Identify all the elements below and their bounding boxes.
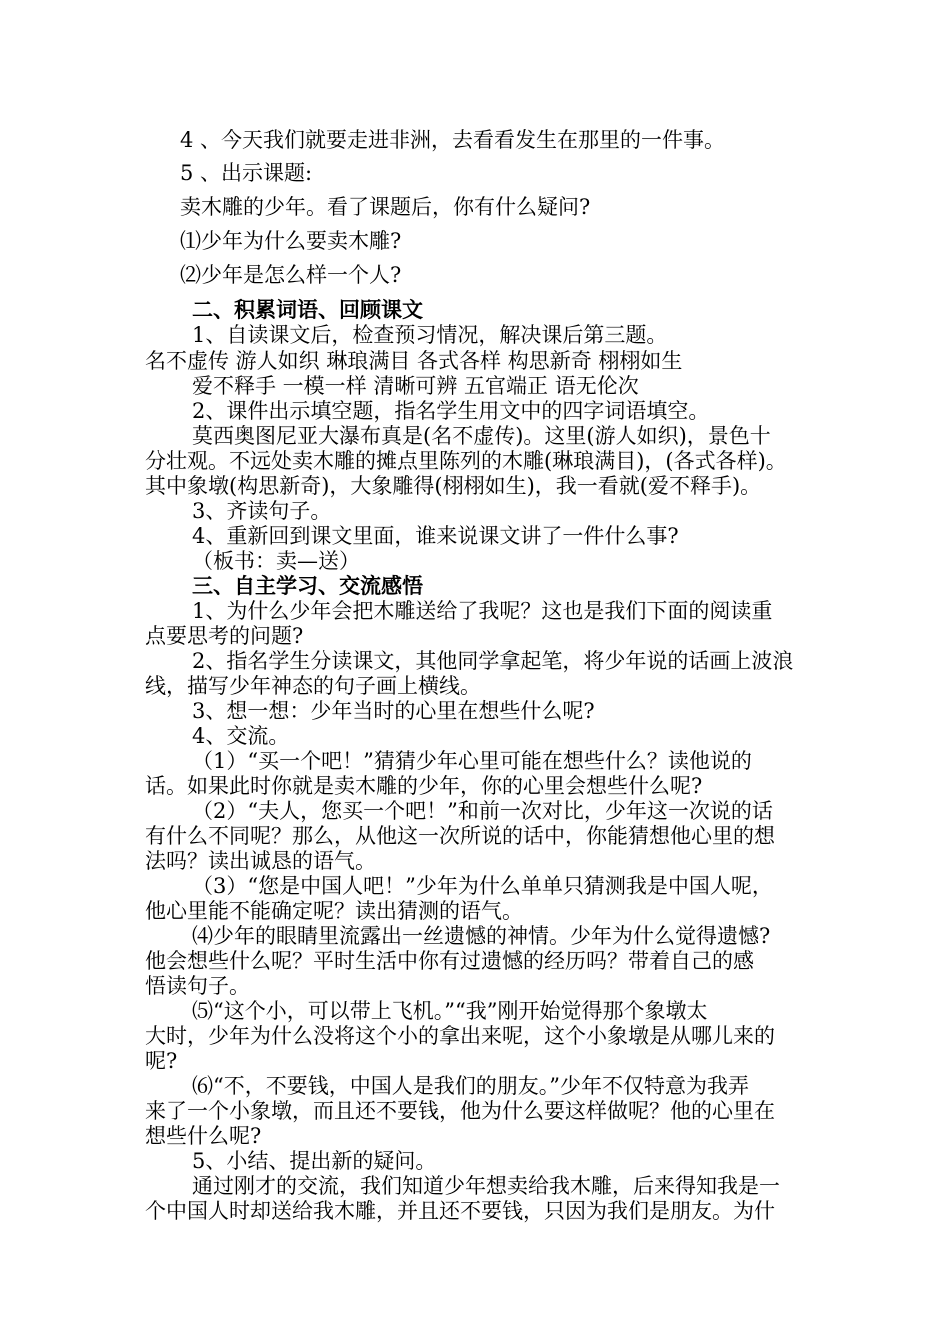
- paragraph-line: 莫西奥图尼亚大瀑布真是(名不虚传)。这里(游人如织)，景色十: [192, 424, 771, 448]
- paragraph-line: （1）“买一个吧！”猜猜少年心里可能在想些什么？读他说的: [192, 749, 752, 773]
- paragraph-line: 他心里能不能确定呢？读出猜测的语气。: [145, 899, 523, 923]
- paragraph-line: （3）“您是中国人吧！”少年为什么单单只猜测我是中国人呢，: [192, 874, 773, 898]
- intro-line: 5 、出示课题:: [180, 161, 313, 185]
- paragraph-line: 想些什么呢?: [145, 1124, 262, 1148]
- paragraph-line: 悟读句子。: [145, 974, 250, 998]
- intro-line: 卖木雕的少年。看了课题后，你有什么疑问?: [180, 195, 591, 219]
- paragraph-line: 话。如果此时你就是卖木雕的少年，你的心里会想些什么呢?: [145, 774, 703, 798]
- paragraph-line: 1、自读课文后，检查预习情况，解决课后第三题。: [192, 323, 668, 347]
- intro-line: ⑴少年为什么要卖木雕?: [180, 229, 402, 253]
- paragraph-line: 点要思考的问题?: [145, 624, 304, 648]
- paragraph-line: 2、课件出示填空题，指名学生用文中的四字词语填空。: [192, 399, 710, 423]
- paragraph-line: 5、小结、提出新的疑问。: [192, 1149, 437, 1173]
- section-heading: 二、积累词语、回顾课文: [192, 297, 423, 322]
- intro-line: 4 、今天我们就要走进非洲，去看看发生在那里的一件事。: [180, 128, 726, 152]
- paragraph-line: 3、齐读句子。: [192, 499, 332, 523]
- paragraph-line: 1、为什么少年会把木雕送给了我呢？这也是我们下面的阅读重: [192, 599, 773, 623]
- paragraph-line: 线，描写少年神态的句子画上横线。: [145, 674, 481, 698]
- paragraph-line: ⑷少年的眼睛里流露出一丝遗憾的神情。少年为什么觉得遗憾?: [192, 924, 771, 948]
- paragraph-line: 2、指名学生分读课文，其他同学拿起笔，将少年说的话画上波浪: [192, 649, 794, 673]
- vocabulary-line: 名不虚传 游人如织 琳琅满目 各式各样 构思新奇 栩栩如生: [145, 349, 683, 373]
- paragraph-line: ⑹“不，不要钱，中国人是我们的朋友。”少年不仅特意为我弄: [192, 1074, 749, 1098]
- paragraph-line: ⑸“这个小，可以带上飞机。”“我”刚开始觉得那个象墩太: [192, 999, 708, 1023]
- paragraph-line: 个中国人时却送给我木雕，并且还不要钱，只因为我们是朋友。为什: [145, 1199, 775, 1223]
- intro-line: ⑵少年是怎么样一个人?: [180, 263, 402, 287]
- paragraph-line: 分壮观。不远处卖木雕的摊点里陈列的木雕(琳琅满目)，(各式各样)。: [145, 449, 787, 473]
- paragraph-line: 大时，少年为什么没将这个小的拿出来呢，这个小象墩是从哪儿来的: [145, 1024, 775, 1048]
- paragraph-line: （2）“夫人，您买一个吧！”和前一次对比，少年这一次说的话: [192, 799, 773, 823]
- section-heading: 三、自主学习、交流感悟: [192, 573, 423, 598]
- paragraph-line: 来了一个小象墩，而且还不要钱，他为什么要这样做呢？他的心里在: [145, 1099, 775, 1123]
- paragraph-line: 通过刚才的交流，我们知道少年想卖给我木雕，后来得知我是一: [192, 1174, 780, 1198]
- paragraph-line: 他会想些什么呢？平时生活中你有过遗憾的经历吗？带着自己的感: [145, 949, 754, 973]
- paragraph-line: 其中象墩(构思新奇)，大象雕得(栩栩如生)，我一看就(爱不释手)。: [145, 474, 762, 498]
- paragraph-line: 法吗？读出诚恳的语气。: [145, 849, 376, 873]
- board-note: （板书：卖—送）: [192, 549, 360, 573]
- paragraph-line: 有什么不同呢？那么，从他这一次所说的话中，你能猜想他心里的想: [145, 824, 775, 848]
- paragraph-line: 3、想一想：少年当时的心里在想些什么呢?: [192, 699, 595, 723]
- paragraph-line: 4、交流。: [192, 724, 290, 748]
- paragraph-line: 4、重新回到课文里面，谁来说课文讲了一件什么事?: [192, 524, 679, 548]
- paragraph-line: 呢?: [145, 1049, 178, 1073]
- vocabulary-line: 爱不释手 一模一样 清晰可辨 五官端正 语无伦次: [192, 374, 639, 398]
